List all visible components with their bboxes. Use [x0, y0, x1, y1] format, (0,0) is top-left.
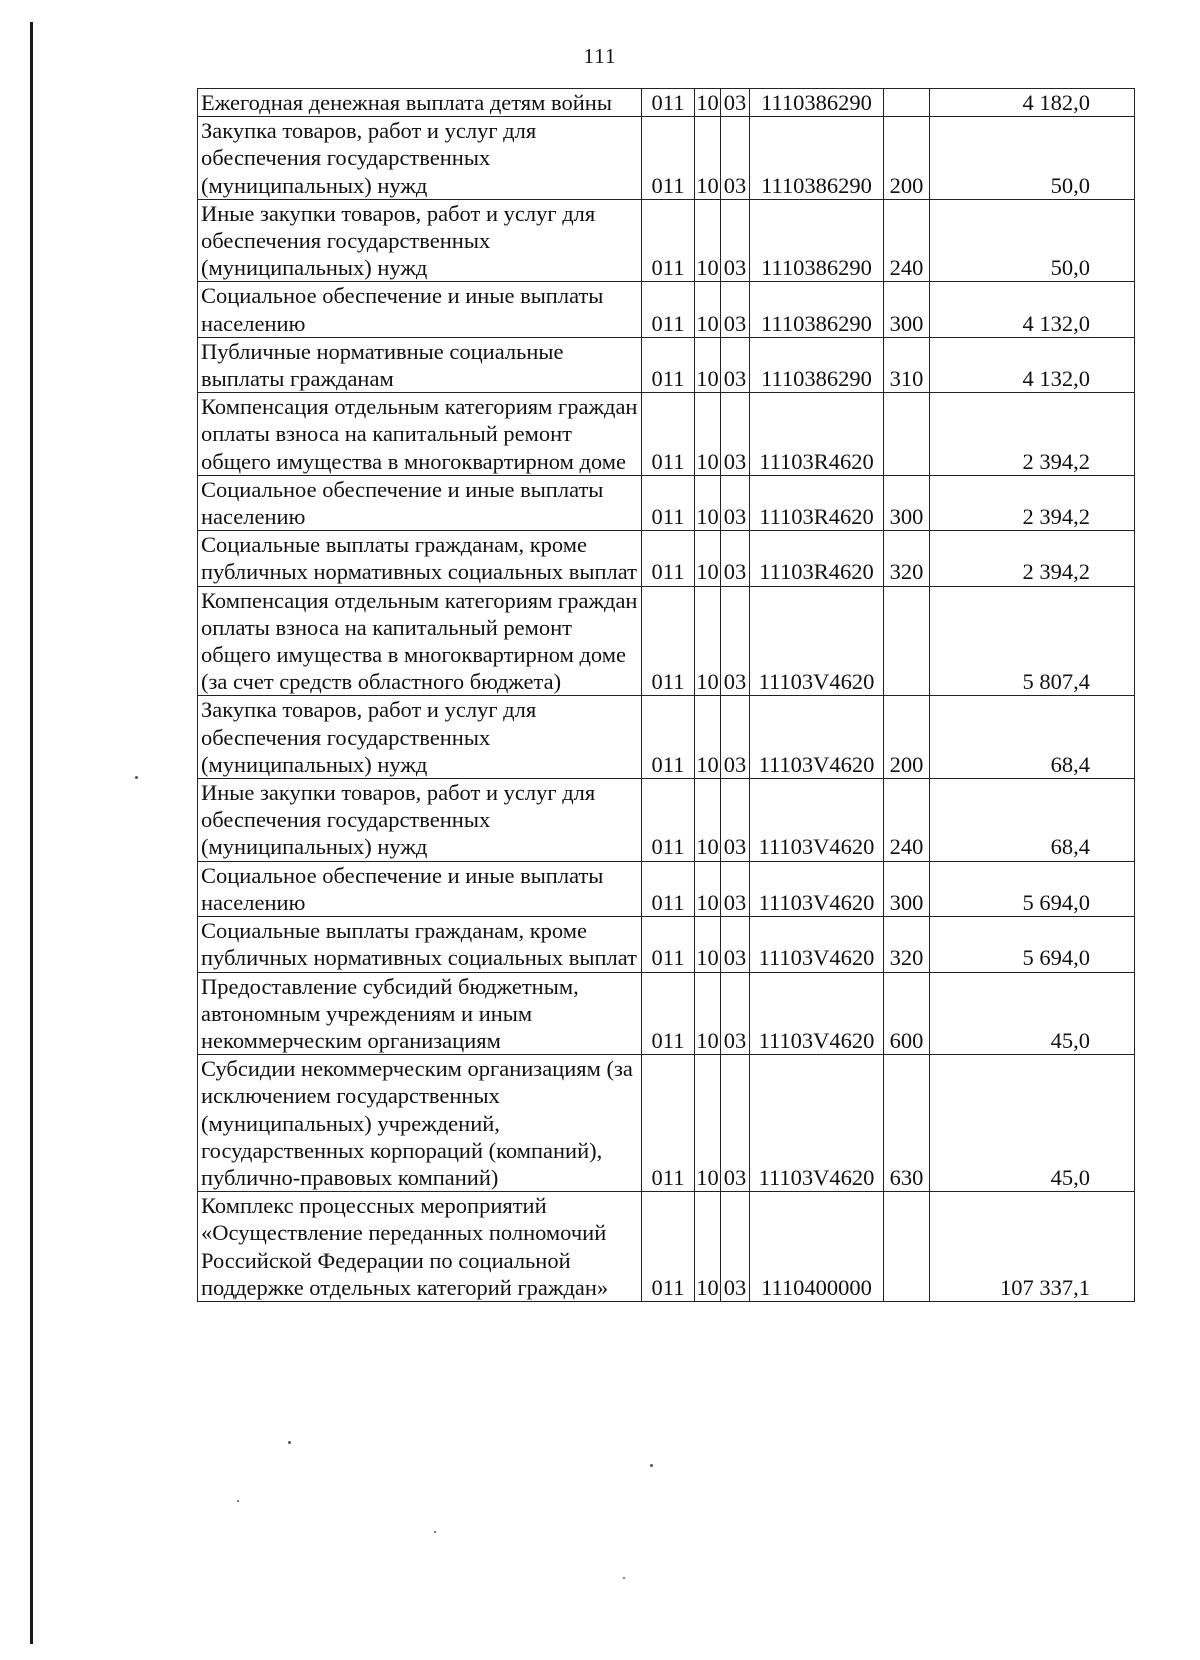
cell-target-article: 1110386290 [750, 337, 884, 392]
cell-amount: 5 694,0 [930, 861, 1135, 916]
cell-amount: 5 807,4 [930, 586, 1135, 696]
cell-code: 011 [642, 89, 695, 117]
cell-name: Субсидии некоммерческим организациям (за исключением государственных (муниципальных) учреждений, государственных корпораций (компаний), публично-правовых компаний) [198, 1055, 642, 1192]
cell-code: 011 [642, 917, 695, 972]
table-row [198, 917, 1135, 972]
cell-subsection: 03 [721, 282, 750, 337]
table-row [198, 1055, 1135, 1192]
cell-subsection: 03 [721, 531, 750, 586]
cell-target-article: 1110386290 [750, 89, 884, 117]
cell-target-article: 11103V4620 [750, 1055, 884, 1192]
cell-amount: 4 132,0 [930, 337, 1135, 392]
cell-subsection: 03 [721, 1055, 750, 1192]
cell-expense-type: 320 [884, 531, 930, 586]
cell-expense-type: 310 [884, 337, 930, 392]
cell-name: Социальное обеспечение и иные выплаты населению [198, 475, 642, 530]
cell-amount: 5 694,0 [930, 917, 1135, 972]
cell-expense-type [884, 89, 930, 117]
cell-section: 10 [695, 337, 721, 392]
page-number: 111 [583, 44, 617, 68]
cell-name: Компенсация отдельным категориям граждан оплаты взноса на капитальный ремонт общего имущества в многоквартирном доме (за счет средств областного бюджета) [198, 586, 642, 696]
cell-target-article: 11103R4620 [750, 475, 884, 530]
scan-speck [135, 776, 138, 779]
page-binding-edge [30, 22, 33, 1644]
cell-target-article: 11103V4620 [750, 972, 884, 1055]
cell-expense-type: 300 [884, 475, 930, 530]
table-row [198, 861, 1135, 916]
table-body [198, 89, 1135, 1302]
cell-expense-type: 300 [884, 282, 930, 337]
cell-section: 10 [695, 393, 721, 476]
cell-amount: 68,4 [930, 696, 1135, 779]
cell-code: 011 [642, 1055, 695, 1192]
cell-target-article: 11103V4620 [750, 779, 884, 862]
cell-expense-type [884, 586, 930, 696]
cell-section: 10 [695, 199, 721, 282]
table-row [198, 89, 1135, 117]
cell-amount: 68,4 [930, 779, 1135, 862]
cell-subsection: 03 [721, 586, 750, 696]
table-row [198, 1192, 1135, 1302]
cell-code: 011 [642, 393, 695, 476]
cell-amount: 4 132,0 [930, 282, 1135, 337]
cell-section: 10 [695, 117, 721, 200]
table-row [198, 282, 1135, 337]
cell-expense-type: 630 [884, 1055, 930, 1192]
cell-name: Социальные выплаты гражданам, кроме публичных нормативных социальных выплат [198, 531, 642, 586]
cell-subsection: 03 [721, 972, 750, 1055]
scan-speck [237, 1500, 239, 1502]
cell-code: 011 [642, 696, 695, 779]
cell-amount: 2 394,2 [930, 475, 1135, 530]
cell-subsection: 03 [721, 779, 750, 862]
cell-code: 011 [642, 586, 695, 696]
cell-expense-type [884, 1192, 930, 1302]
cell-subsection: 03 [721, 89, 750, 117]
table-row [198, 586, 1135, 696]
table-row [198, 779, 1135, 862]
cell-expense-type: 240 [884, 779, 930, 862]
cell-expense-type [884, 393, 930, 476]
cell-code: 011 [642, 861, 695, 916]
cell-name: Публичные нормативные социальные выплаты гражданам [198, 337, 642, 392]
cell-amount: 2 394,2 [930, 531, 1135, 586]
cell-section: 10 [695, 917, 721, 972]
cell-subsection: 03 [721, 199, 750, 282]
cell-name: Ежегодная денежная выплата детям войны [198, 89, 642, 117]
table-row [198, 696, 1135, 779]
cell-name: Закупка товаров, работ и услуг для обеспечения государственных (муниципальных) нужд [198, 117, 642, 200]
cell-subsection: 03 [721, 337, 750, 392]
scan-speck [650, 1464, 653, 1467]
cell-section: 10 [695, 696, 721, 779]
cell-target-article: 11103V4620 [750, 917, 884, 972]
table-row [198, 337, 1135, 392]
cell-subsection: 03 [721, 861, 750, 916]
cell-expense-type: 300 [884, 861, 930, 916]
cell-name: Иные закупки товаров, работ и услуг для обеспечения государственных (муниципальных) нужд [198, 779, 642, 862]
cell-amount: 107 337,1 [930, 1192, 1135, 1302]
cell-name: Компенсация отдельным категориям граждан оплаты взноса на капитальный ремонт общего имущества в многоквартирном доме [198, 393, 642, 476]
cell-section: 10 [695, 972, 721, 1055]
cell-name: Иные закупки товаров, работ и услуг для обеспечения государственных (муниципальных) нужд [198, 199, 642, 282]
cell-subsection: 03 [721, 1192, 750, 1302]
cell-target-article: 1110386290 [750, 282, 884, 337]
cell-section: 10 [695, 282, 721, 337]
cell-section: 10 [695, 1192, 721, 1302]
table-row [198, 475, 1135, 530]
cell-subsection: 03 [721, 475, 750, 530]
cell-amount: 50,0 [930, 199, 1135, 282]
cell-expense-type: 240 [884, 199, 930, 282]
cell-expense-type: 320 [884, 917, 930, 972]
scan-speck [288, 1441, 291, 1444]
cell-code: 011 [642, 475, 695, 530]
cell-name: Комплекс процессных мероприятий «Осуществление переданных полномочий Российской Федерации по социальной поддержке отдельных категорий граждан» [198, 1192, 642, 1302]
cell-expense-type: 200 [884, 696, 930, 779]
cell-code: 011 [642, 531, 695, 586]
cell-code: 011 [642, 117, 695, 200]
table-row [198, 393, 1135, 476]
scan-speck [434, 1531, 436, 1533]
cell-name: Предоставление субсидий бюджетным, автономным учреждениям и иным некоммерческим организациям [198, 972, 642, 1055]
cell-amount: 45,0 [930, 972, 1135, 1055]
cell-section: 10 [696, 90, 719, 115]
cell-expense-type: 200 [884, 117, 930, 200]
cell-target-article: 1110386290 [750, 117, 884, 200]
cell-section: 10 [695, 1055, 721, 1192]
cell-amount: 2 394,2 [930, 393, 1135, 476]
cell-subsection: 03 [721, 696, 750, 779]
cell-target-article: 11103R4620 [750, 393, 884, 476]
cell-subsection: 03 [721, 393, 750, 476]
cell-target-article: 11103R4620 [750, 531, 884, 586]
cell-code: 011 [642, 199, 695, 282]
cell-subsection: 03 [721, 917, 750, 972]
cell-name: Социальное обеспечение и иные выплаты населению [198, 282, 642, 337]
cell-code: 011 [642, 337, 695, 392]
cell-section: 10 [695, 861, 721, 916]
cell-target-article: 11103V4620 [750, 696, 884, 779]
cell-target-article: 11103V4620 [750, 586, 884, 696]
cell-section: 10 [695, 586, 721, 696]
scan-speck [623, 1577, 625, 1579]
cell-code: 011 [642, 1192, 695, 1302]
cell-expense-type: 600 [884, 972, 930, 1055]
cell-amount: 45,0 [930, 1055, 1135, 1192]
cell-section: 10 [695, 531, 721, 586]
table-row [198, 199, 1135, 282]
cell-name: Социальное обеспечение и иные выплаты населению [198, 861, 642, 916]
table-row [198, 117, 1135, 200]
cell-section: 10 [695, 475, 721, 530]
cell-code: 011 [642, 282, 695, 337]
cell-code: 011 [642, 972, 695, 1055]
budget-table [197, 88, 1135, 1302]
table-row [198, 972, 1135, 1055]
cell-code: 011 [642, 779, 695, 862]
cell-target-article: 1110400000 [750, 1192, 884, 1302]
cell-amount: 4 182,0 [930, 89, 1135, 117]
cell-section: 10 [695, 779, 721, 862]
cell-amount: 50,0 [930, 117, 1135, 200]
table-row [198, 531, 1135, 586]
cell-target-article: 11103V4620 [750, 861, 884, 916]
cell-name: Социальные выплаты гражданам, кроме публичных нормативных социальных выплат [198, 917, 642, 972]
cell-name: Закупка товаров, работ и услуг для обеспечения государственных (муниципальных) нужд [198, 696, 642, 779]
cell-subsection: 03 [721, 117, 750, 200]
cell-target-article: 1110386290 [750, 199, 884, 282]
